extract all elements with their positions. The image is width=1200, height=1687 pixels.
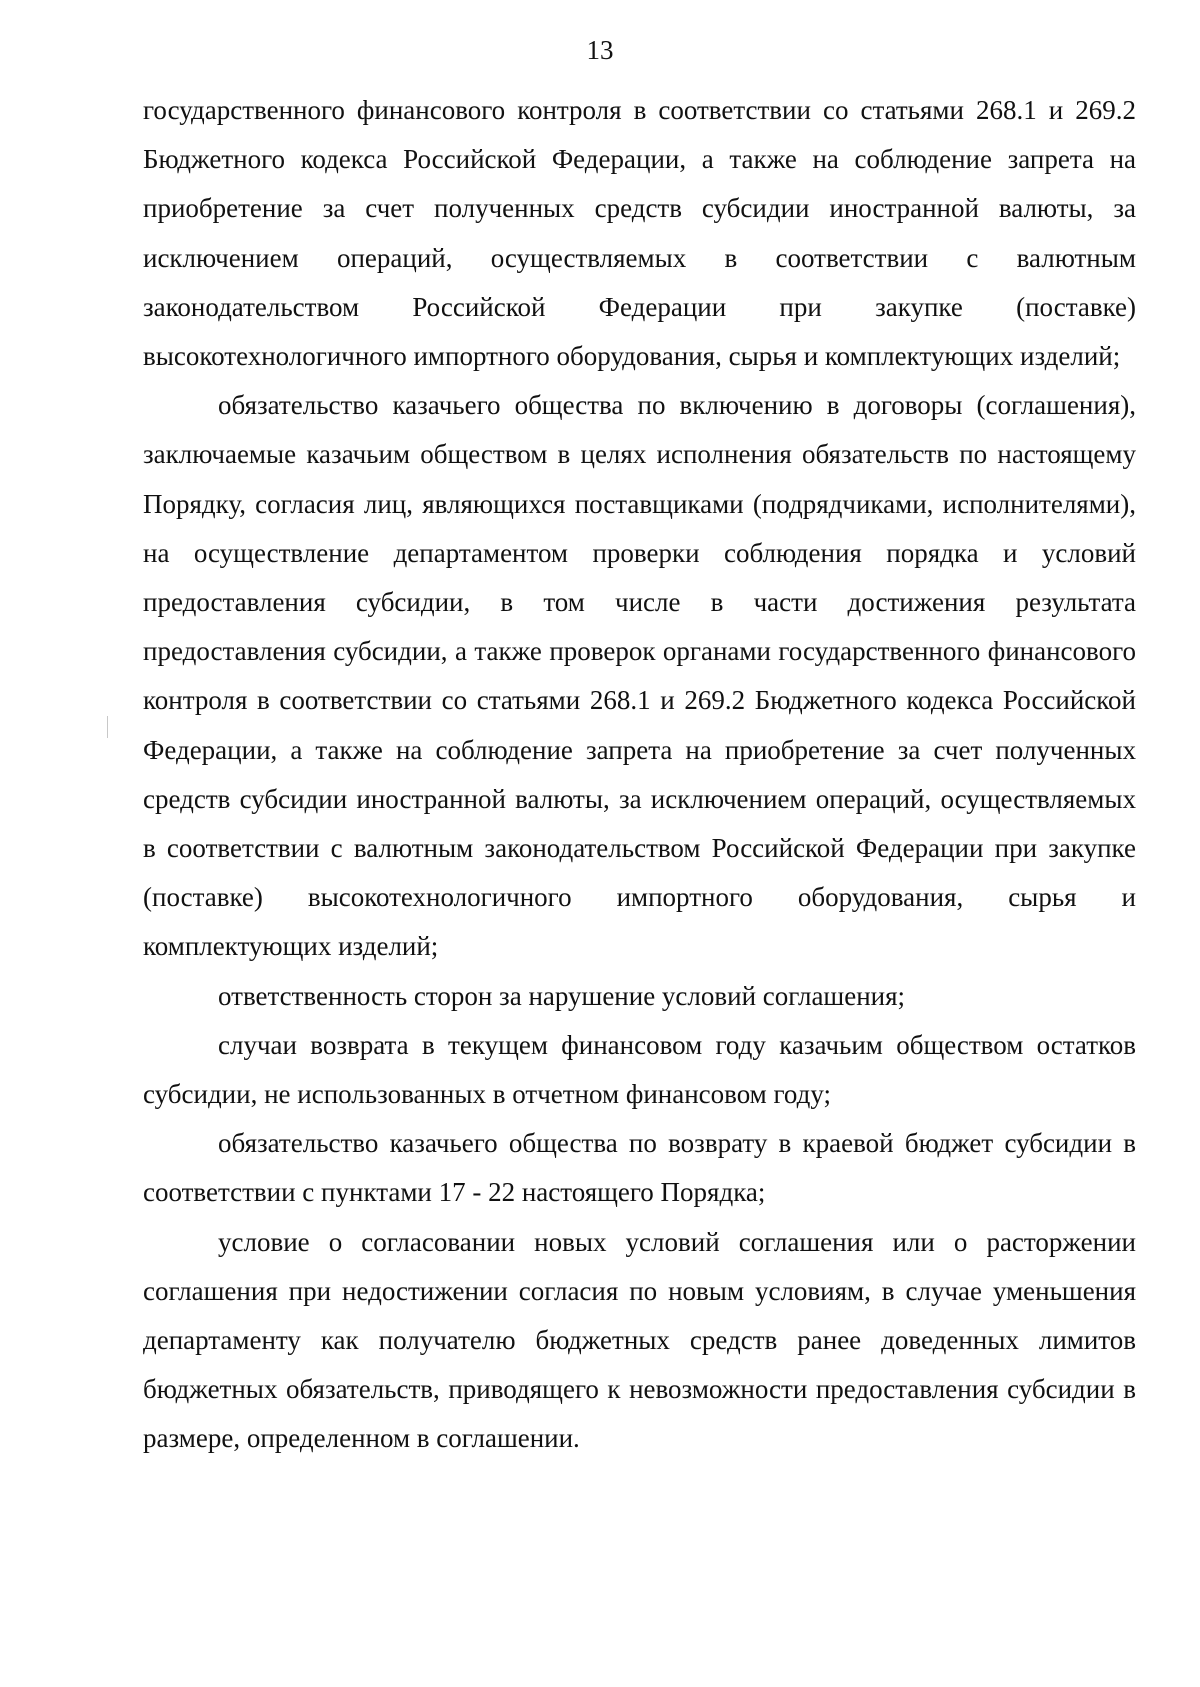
document-body — [143, 86, 1136, 1464]
paragraph-4: случаи возврата в текущем финансовом году казачьим обществом остатков субсидии, не использованных в отчетном финансовом году; — [143, 1029, 1136, 1110]
paragraph-3: ответственность сторон за нарушение условий соглашения; — [218, 980, 906, 1011]
scan-mark — [107, 716, 108, 738]
paragraph-5: обязательство казачьего общества по возврату в краевой бюджет субсидии в соответствии с пунктами 17 - 22 настоящего Порядка; — [143, 1128, 1136, 1208]
paragraph-6: условие о согласовании новых условий соглашения или о расторжении соглашения при недостижении согласия по новым условиям, в случае уменьшения департаменту как получателю бюджетных средств ранее доведенных лимитов бюджетных обязательств, приводящего к невозможности предоставления субсидии в размере, определенном в соглашении. — [143, 1226, 1136, 1454]
paragraph-2: обязательство казачьего общества по включению в договоры (соглашения), заключаемые казачьим обществом в целях исполнения обязательств по настоящему Порядку, согласия лиц, являющихся поставщиками (подрядчиками, исполнителями), на осуществление департаментом проверки соблюдения порядка и условий предоставления субсидии, в том числе в части достижения результата предоставления субсидии, а также проверок органами государственного финансового контроля в соответствии со статьями 268.1 и 269.2 Бюджетного кодекса Российской Федерации, а также на соблюдение запрета на приобретение за счет полученных средств субсидии иностранной валюты, за исключением операций, осуществляемых в соответствии с валютным законодательством Российской Федерации при закупке (поставке) высокотехнологичного импортного оборудования, сырья и комплектующих изделий; — [143, 390, 1136, 962]
page-number: 13 — [586, 35, 614, 65]
paragraph-1: государственного финансового контроля в соответствии со статьями 268.1 и 269.2 Бюджетного кодекса Российской Федерации, а также на соблюдение запрета на приобретение за счет полученных средств субсидии иностранной валюты, за исключением операций, осуществляемых в соответствии с валютным законодательством Российской Федерации при закупке (поставке) высокотехнологичного импортного оборудования, сырья и комплектующих изделий; — [143, 95, 1136, 372]
